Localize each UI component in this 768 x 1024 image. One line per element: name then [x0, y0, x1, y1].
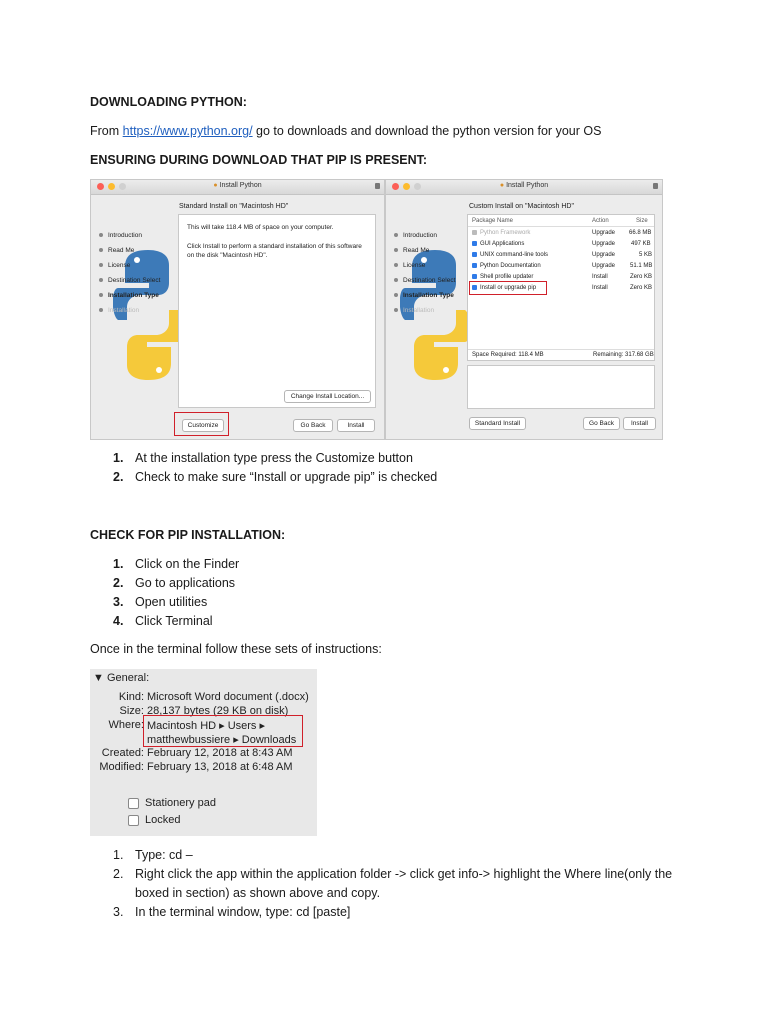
window-title-text: Install Python [219, 182, 262, 189]
info-value: Microsoft Word document (.docx) [147, 691, 309, 703]
list-item [90, 593, 239, 612]
checkbox-icon [128, 798, 139, 809]
download-instruction [90, 124, 601, 138]
checkbox-icon [472, 263, 477, 268]
list-number: 3. [113, 595, 124, 609]
checkbox-icon [472, 230, 477, 235]
window-titlebar [386, 180, 662, 195]
sidebar-item-read-me: Read Me [394, 247, 429, 254]
package-size: Zero KB [630, 274, 653, 280]
list-item [90, 449, 437, 468]
package-table [467, 214, 655, 361]
checkbox-icon [128, 815, 139, 826]
package-size: 5 KB [639, 252, 653, 258]
sidebar-item-destination: Destination Select [99, 277, 160, 284]
list-number: 2. [113, 867, 124, 881]
checkbox-icon [472, 241, 477, 246]
info-value: February 13, 2018 at 6:48 AM [147, 761, 293, 773]
installer-screenshot-standard [90, 179, 385, 440]
list-number: 2. [113, 470, 124, 484]
general-section-header: ▼ General: [93, 672, 150, 684]
heading-check-pip: CHECK FOR PIP INSTALLATION: [90, 528, 286, 542]
package-name: Python Framework [480, 230, 531, 237]
package-action: Upgrade [592, 263, 616, 269]
info-value: February 12, 2018 at 8:43 AM [147, 747, 293, 759]
list-item-text: Go to applications [135, 576, 236, 590]
info-label: Created: [101, 747, 144, 759]
footer-divider [468, 349, 654, 350]
package-row[interactable] [472, 252, 548, 258]
locked-checkbox[interactable] [128, 814, 180, 826]
where-highlight-box [143, 715, 303, 747]
list-item-text: At the installation type press the Customize button [135, 451, 413, 465]
lock-icon [653, 183, 658, 189]
terminal-steps-list [90, 846, 675, 922]
header-divider [468, 226, 654, 227]
list-item [90, 846, 675, 865]
standard-install-button[interactable]: Standard Install [469, 417, 526, 430]
info-label: Where: [108, 719, 144, 731]
disk-text: on the disk "Macintosh HD". [187, 252, 268, 259]
list-item-text: Check to make sure “Install or upgrade pip” is checked [135, 470, 438, 484]
sidebar-item-installation-type: Installation Type [394, 292, 454, 299]
list-number: 2. [113, 576, 124, 590]
get-info-screenshot [90, 669, 317, 836]
window-title-text: Install Python [506, 182, 549, 189]
list-item [90, 865, 675, 903]
list-item-text: Right click the app within the application folder -> click get info-> highlight the Where line(only the boxed in section) as shown above and copy. [135, 867, 673, 900]
window-title [386, 182, 662, 189]
list-item [90, 574, 239, 593]
checkbox-label: Locked [145, 814, 181, 826]
customize-highlight-box [174, 412, 229, 436]
package-size: 66.8 MB [629, 230, 652, 236]
col-header-action: Action [592, 218, 609, 224]
sidebar-item-installation: Installation [394, 307, 434, 314]
package-size: 497 KB [631, 241, 651, 247]
package-name: UNIX command-line tools [480, 252, 549, 259]
sidebar-item-license: License [394, 262, 425, 269]
package-size: Zero KB [630, 285, 653, 291]
remaining-space-text: Remaining: 317.68 GB [593, 352, 654, 358]
package-row[interactable] [472, 274, 533, 280]
python-org-link[interactable]: https://www.python.org/ [122, 124, 253, 138]
lock-icon [375, 183, 380, 189]
install-pip-highlight-box [469, 281, 547, 295]
python-package-icon: ● [499, 182, 505, 189]
info-label: Size: [119, 705, 144, 717]
go-back-button[interactable]: Go Back [583, 417, 620, 430]
install-button[interactable]: Install [623, 417, 656, 430]
package-row[interactable] [472, 241, 524, 247]
list-number: 1. [113, 451, 124, 465]
heading-ensuring-pip: ENSURING DURING DOWNLOAD THAT PIP IS PRESENT: [90, 153, 428, 167]
info-label: Modified: [99, 761, 144, 773]
sidebar-item-installation-type: Installation Type [99, 292, 159, 299]
package-action: Upgrade [592, 241, 616, 247]
sidebar-item-destination: Destination Select [394, 277, 455, 284]
package-name: GUI Applications [480, 241, 525, 248]
window-titlebar [91, 180, 384, 195]
change-install-location-button[interactable]: Change Install Location... [284, 390, 371, 403]
installer-sidebar [91, 195, 181, 439]
info-value: 28,137 bytes (29 KB on disk) [147, 705, 289, 717]
list-number: 4. [113, 614, 124, 628]
info-value-where-line2[interactable]: matthewbussiere ▸ Downloads [147, 734, 297, 746]
package-action: Install [592, 285, 608, 291]
info-value-where-line1[interactable]: Macintosh HD ▸ Users ▸ [147, 720, 266, 732]
list-item-text: Open utilities [135, 595, 208, 609]
col-header-package-name: Package Name [472, 218, 514, 224]
list-item-text: Click on the Finder [135, 557, 240, 571]
customize-button[interactable]: Customize [182, 419, 224, 432]
list-item-text: Click Terminal [135, 614, 213, 628]
terminal-instructions-intro: Once in the terminal follow these sets of instructions: [90, 642, 382, 656]
checkbox-icon [472, 252, 477, 257]
package-action: Upgrade [592, 230, 616, 236]
list-item [90, 555, 239, 574]
install-info-panel [178, 214, 376, 408]
package-action: Upgrade [592, 252, 616, 258]
sidebar-item-read-me: Read Me [99, 247, 134, 254]
from-text: From [90, 124, 123, 138]
list-item [90, 903, 675, 922]
checkbox-label: Stationery pad [145, 797, 216, 809]
space-required-text: This will take 118.4 MB of space on your computer. [187, 224, 334, 231]
list-number: 1. [113, 557, 124, 571]
heading-downloading-python: DOWNLOADING PYTHON: [90, 95, 247, 109]
python-package-icon: ● [213, 182, 218, 189]
customize-steps-list [90, 449, 437, 487]
list-number: 3. [113, 905, 124, 919]
package-action: Install [592, 274, 608, 280]
finder-steps-list [90, 555, 239, 631]
sidebar-item-introduction: Introduction [394, 232, 437, 239]
package-name: Shell profile updater [480, 274, 534, 281]
sidebar-item-introduction: Introduction [99, 232, 142, 239]
list-item-text: In the terminal window, type: cd [paste] [135, 905, 351, 919]
col-header-size: Size [636, 218, 648, 224]
go-back-button[interactable]: Go Back [293, 419, 333, 432]
package-row[interactable] [472, 230, 530, 236]
click-install-text: Click Install to perform a standard installation of this software [187, 243, 362, 250]
window-title [91, 182, 384, 189]
sidebar-item-installation: Installation [99, 307, 139, 314]
list-item [90, 612, 239, 631]
installer-screenshot-custom [385, 179, 663, 440]
package-name: Python Documentation [480, 263, 541, 270]
download-rest-text: go to downloads and download the python version for your OS [252, 124, 602, 138]
custom-install-subtitle: Custom Install on "Macintosh HD" [469, 203, 574, 210]
sidebar-item-license: License [99, 262, 130, 269]
package-description-panel [467, 365, 655, 409]
stationery-pad-checkbox[interactable] [128, 797, 216, 809]
list-item [90, 468, 437, 487]
package-name: Install or upgrade pip [480, 285, 537, 292]
list-number: 1. [113, 848, 124, 862]
install-subtitle: Standard Install on "Macintosh HD" [179, 203, 289, 210]
installer-sidebar [386, 195, 476, 439]
package-size: 51.1 MB [630, 263, 653, 269]
install-button[interactable]: Install [337, 419, 375, 432]
checkbox-icon [472, 274, 477, 279]
info-label: Kind: [118, 691, 144, 703]
space-required-text: Space Required: 118.4 MB [472, 352, 544, 358]
package-row[interactable] [472, 263, 541, 269]
list-item-text: Type: cd – [135, 848, 193, 862]
